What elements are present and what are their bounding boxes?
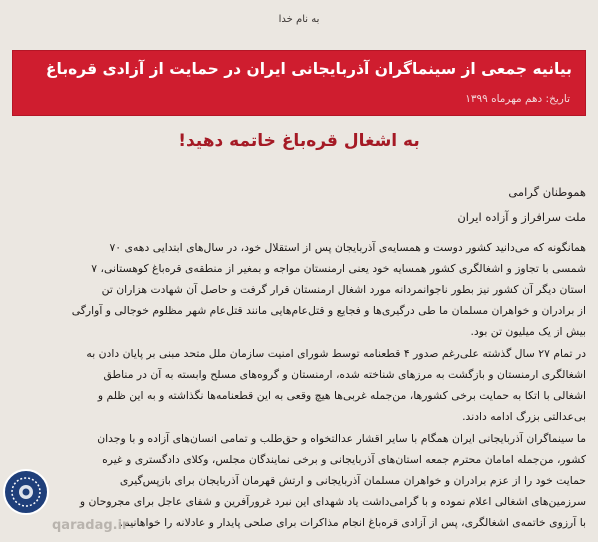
body-line: همانگونه که می‌دانید کشور دوست و همسایه‌ی آذربایجان پس از استقلال خود، در سال‌های ابتدایی دهه‌ی ۷۰ [109, 241, 586, 254]
body-line: ما سینماگران آذربایجانی ایران همگام با سایر اقشار عدالتخواه و حق‌طلب و تمامی انسان‌های آزاده و با وجدان [97, 432, 586, 445]
body-line: حمایت خود را از عزم برادران و خواهران مسلمان آذربایجانی و ارتش قهرمان آذربایجان برای بازپس‌گیری [119, 474, 586, 487]
headline: به اشغال قره‌باغ خاتمه دهید! [178, 131, 420, 151]
body-line: اشغالگری ارمنستان و بازگشت به مرزهای شناخته شده، ارمنستان و گروه‌های مسلح وابسته به آن در مناطق [103, 368, 586, 381]
watermark: qaradag.ir [52, 518, 129, 533]
body-line: کشور، من‌جمله امامان محترم جمعه استان‌های آذربایجانی و برخی نمایندگان مجلس، وکلای دادگستری و غیره [102, 453, 586, 466]
body-line: شمسی با تجاوز و اشغالگری کشور همسایه خود یعنی ارمنستان مواجه و بمغیر از منطقه‌ی قره‌باغ کوهستانی، ۷ [91, 262, 586, 275]
bismillah-text: به نام خدا [278, 14, 320, 25]
banner-title: بیانیه جمعی از سینماگران آذربایجانی ایران در حمایت از آزادی قره‌باغ [45, 60, 572, 78]
body-line: در تمام ۲۷ سال گذشته علی‌رغم صدور ۴ قطعنامه توسط شورای امنیت سازمان ملل متحد مبنی بر پایان دادن به [86, 347, 586, 360]
body-line: استان دیگر آن کشور نیز بطور ناجوانمردانه مورد اشغال ارمنستان قرار گرفت و حاصل آن شهادت هزاران تن [101, 283, 586, 296]
round-emblem-icon [2, 468, 50, 522]
body-line: اشغالی با اتکا به حمایت برخی کشورها، من‌جمله غربی‌ها هیچ وقعی به این قطعنامه‌ها نگذاشته و به این ظلم و [97, 389, 586, 402]
body-line: سرزمین‌های اشغالی اعلام نموده و با گرامی‌داشت یاد شهدای این نبرد غرورآفرین و شفای عاجل برای مجروحان و [79, 495, 586, 508]
salutation-line-1: هموطنان گرامی [508, 185, 586, 199]
body-line: با آرزوی خاتمه‌ی اشغالگری، پس از آزادی قره‌باغ انجام مذاکرات برای صلحی پایدار و عادلانه را خواهانیم. [119, 516, 586, 529]
body-line: بی‌عدالتی بزرگ ادامه دادند. [462, 410, 586, 423]
title-banner [12, 50, 586, 116]
banner-date: تاریخ: دهم مهرماه ۱۳۹۹ [465, 93, 570, 105]
body-line: بیش از یک میلیون تن بود. [470, 325, 586, 338]
salutation-line-2: ملت سرافراز و آزاده ایران [457, 210, 586, 224]
body-line: از برادران و خواهران مسلمان ما طی درگیری‌ها و فجایع و قتل‌عام‌هایی مانند قتل‌عام شهر مظلوم خوجالی و آوارگی [71, 304, 586, 317]
